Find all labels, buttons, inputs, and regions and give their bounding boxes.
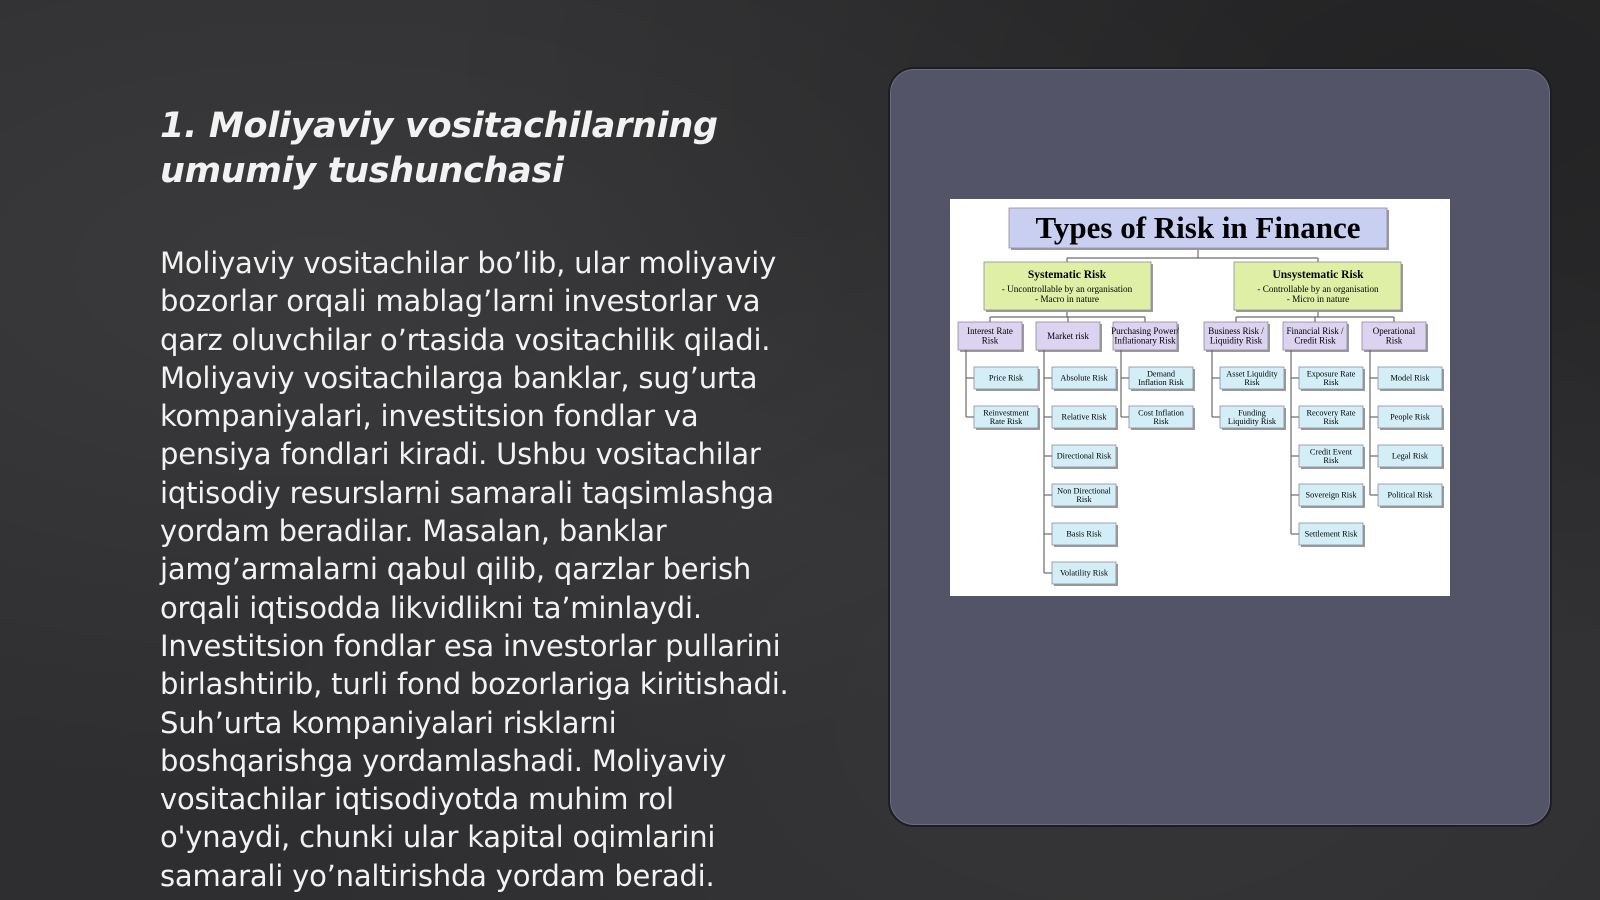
leaf-label: Demand: [1146, 369, 1176, 379]
systematic-risk-desc: - Uncontrollable by an organisation: [1001, 284, 1133, 294]
body-line: vositachilar iqtisodiyotda muhim rol: [160, 782, 674, 817]
body-line: pensiya fondlari kiradi. Ushbu vositachilar: [160, 437, 761, 472]
category-label: Credit Risk: [1294, 335, 1336, 346]
unsystematic-risk-heading: Unsystematic Risk: [1272, 269, 1364, 281]
leaf-label: Risk: [1323, 456, 1339, 466]
body-line: samarali yo’naltirishda yordam beradi.: [160, 858, 715, 893]
body-line: jamg’armalarni qabul qilib, qarzlar berish: [160, 552, 752, 587]
leaf-label: Sovereign Risk: [1305, 490, 1357, 500]
leaf-label: Model Risk: [1390, 373, 1430, 383]
leaf-label: Risk: [1153, 417, 1169, 427]
category-label: Interest Rate: [967, 326, 1013, 337]
leaf-label: Settlement Risk: [1304, 529, 1358, 539]
category-label: Operational: [1372, 326, 1416, 337]
category-label: Risk: [1385, 335, 1403, 346]
body-line: o'ynaydi, chunki ular kapital oqimlarini: [160, 820, 716, 855]
leaf-label: Liquidity Risk: [1227, 417, 1277, 427]
leaf-label: Risk: [1244, 378, 1260, 388]
leaf-label: Price Risk: [988, 373, 1024, 383]
leaf-label: Risk: [1076, 495, 1092, 505]
unsystematic-risk-desc: - Micro in nature: [1286, 294, 1350, 304]
leaf-label: Directional Risk: [1056, 451, 1112, 461]
leaf-label: Rate Risk: [989, 417, 1023, 427]
leaf-label: Absolute Risk: [1060, 373, 1108, 383]
body-line: orqali iqtisodda likvidlikni ta’minlaydi.: [160, 590, 702, 625]
category-label: Risk: [981, 335, 999, 346]
body-line: birlashtirib, turli fond bozorlariga kiritishadi.: [160, 667, 789, 702]
leaf-label: Asset Liquidity: [1226, 369, 1278, 379]
leaf-label: Recovery Rate: [1306, 408, 1356, 418]
body-line: qarz oluvchilar o’rtasida vositachilik qiladi.: [160, 322, 771, 357]
leaf-label: Cost Inflation: [1138, 408, 1184, 418]
leaf-label: Reinvestment: [983, 408, 1029, 418]
category-label: Liquidity Risk: [1209, 335, 1263, 346]
risk-diagram-svg: [950, 199, 1450, 596]
body-line: Suh’urta kompaniyalari risklarni: [160, 705, 617, 740]
leaf-label: People Risk: [1390, 412, 1430, 422]
leaf-label: Inflation Risk: [1138, 378, 1184, 388]
leaf-label: Non Directional: [1057, 486, 1111, 496]
leaf-label: Relative Risk: [1061, 412, 1107, 422]
leaf-label: Risk: [1323, 417, 1339, 427]
body-line: kompaniyalari, investitsion fondlar va: [160, 399, 699, 434]
leaf-label: Basis Risk: [1066, 529, 1102, 539]
body-line: Investitsion fondlar esa investorlar pullarini: [160, 628, 781, 663]
unsystematic-risk-desc: - Controllable by an organisation: [1257, 284, 1379, 294]
leaf-label: Legal Risk: [1391, 451, 1429, 461]
category-label: Inflationary Risk: [1114, 335, 1176, 346]
category-label: Business Risk /: [1208, 326, 1264, 337]
body-line: Moliyaviy vositachilar bo’lib, ular moliyaviy: [160, 246, 777, 280]
body-line: bozorlar orqali mablag’larni investorlar va: [160, 284, 761, 319]
leaf-label: Funding: [1238, 408, 1266, 418]
systematic-risk-heading: Systematic Risk: [1027, 269, 1107, 281]
risk-diagram: [950, 199, 1450, 596]
leaf-label: Political Risk: [1387, 490, 1433, 500]
slide-title: 1. Moliyaviy vositachilarning umumiy tushunchasi: [160, 106, 718, 191]
slide-text-block: [160, 104, 840, 895]
body-line: Moliyaviy vositachilarga banklar, sug’urta: [160, 360, 758, 395]
body-line: iqtisodiy resurslarni samarali taqsimlashga: [160, 475, 774, 510]
category-label: Financial Risk /: [1286, 326, 1344, 337]
diagram-title: Types of Risk in Finance: [1035, 210, 1361, 245]
leaf-label: Credit Event: [1309, 447, 1353, 457]
body-line: yordam beradilar. Masalan, banklar: [160, 514, 667, 549]
slide-body-text: [160, 244, 840, 895]
category-label: Purchasing Power/: [1111, 326, 1179, 337]
leaf-label: Risk: [1323, 378, 1339, 388]
category-label: Market risk: [1047, 330, 1089, 341]
leaf-label: Volatility Risk: [1059, 568, 1109, 578]
body-line: boshqarishga yordamlashadi. Moliyaviy: [160, 743, 727, 778]
systematic-risk-desc: - Macro in nature: [1034, 294, 1100, 304]
leaf-label: Exposure Rate: [1306, 369, 1356, 379]
